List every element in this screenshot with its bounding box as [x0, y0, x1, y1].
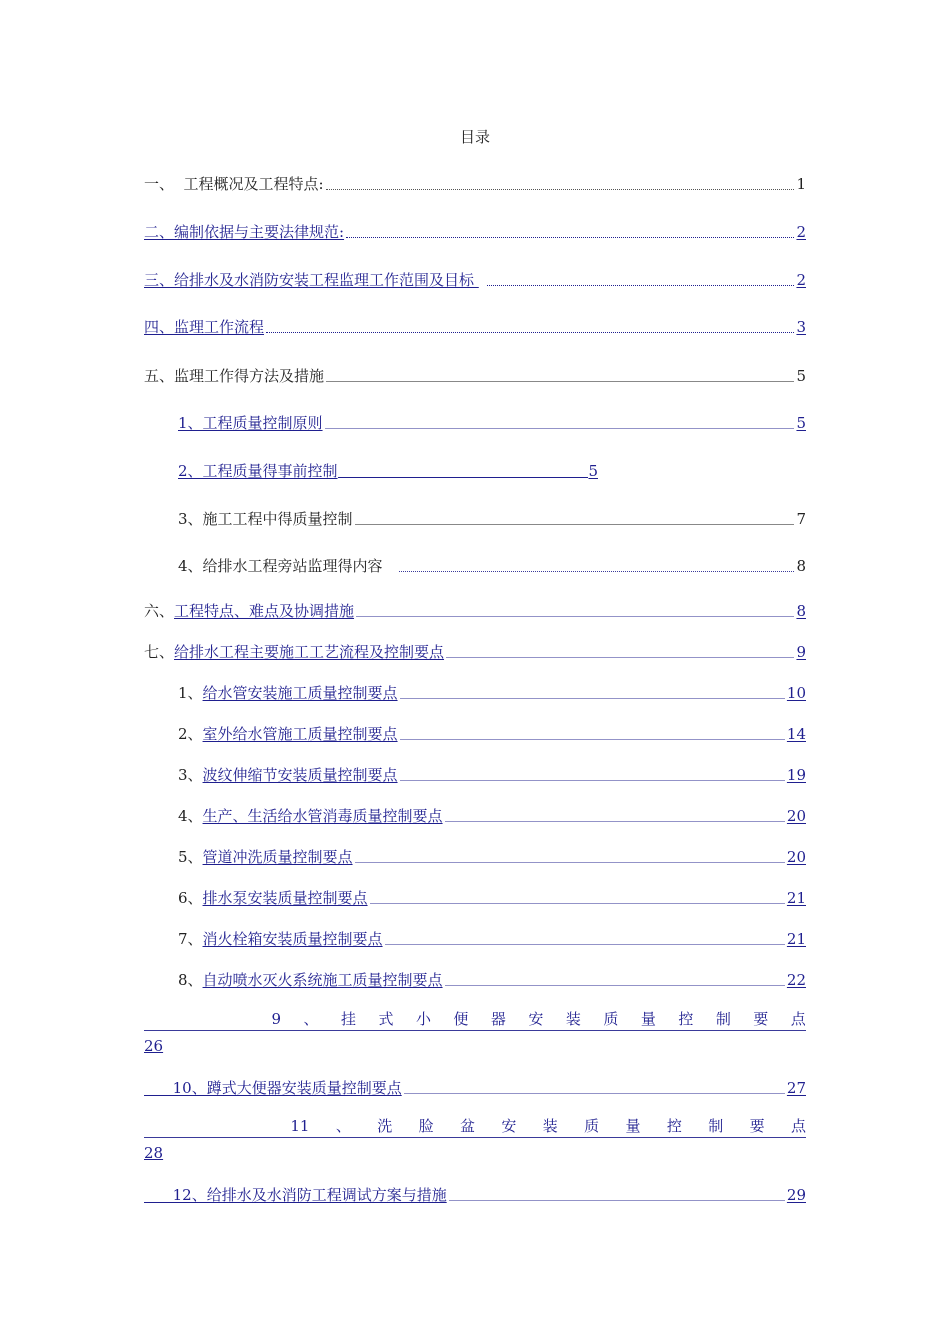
- toc-entry-7-2[interactable]: [144, 722, 806, 744]
- toc-page: 20: [786, 807, 806, 825]
- toc-label: 管道冲洗质量控制要点: [202, 848, 353, 866]
- toc-label: 2、工程质量得事前控制: [178, 462, 338, 480]
- toc-label-justified: [144, 1010, 806, 1031]
- toc-page: 5: [796, 367, 806, 385]
- toc-link[interactable]: [174, 602, 806, 621]
- toc-char: 要: [749, 1117, 765, 1135]
- toc-page: 14: [786, 725, 806, 743]
- toc-prefix: 六、: [144, 602, 175, 620]
- toc-char: 装: [542, 1117, 558, 1135]
- toc-label: 12、给排水及水消防工程调试方案与措施: [144, 1186, 447, 1204]
- toc-entry-7-4[interactable]: [144, 804, 806, 826]
- toc-leader: [144, 1010, 249, 1028]
- toc-page: 5: [588, 462, 598, 480]
- toc-page: 22: [786, 971, 806, 989]
- toc-char: 盆: [459, 1117, 475, 1135]
- toc-link[interactable]: [203, 848, 806, 867]
- toc-leader: [445, 821, 785, 822]
- toc-leader: [385, 944, 785, 945]
- toc-label: 排水泵安装质量控制要点: [202, 889, 368, 907]
- toc-leader: [355, 524, 795, 525]
- toc-char: 控: [678, 1010, 694, 1028]
- toc-char: 要: [753, 1010, 769, 1028]
- toc-page: 8: [796, 557, 806, 575]
- toc-char: 9: [271, 1010, 282, 1028]
- toc-char: 量: [640, 1010, 656, 1028]
- toc-page: 19: [786, 766, 806, 784]
- toc-leader: [338, 477, 589, 478]
- toc-leader: [400, 780, 785, 781]
- toc-leader: [355, 862, 785, 863]
- toc-label: 消火栓箱安装质量控制要点: [202, 930, 383, 948]
- toc-prefix: 1、: [178, 684, 203, 702]
- toc-entry-7-11[interactable]: [144, 1117, 806, 1162]
- toc-page: 2: [796, 223, 806, 241]
- toc-entry-7-10[interactable]: [144, 1076, 806, 1098]
- toc-label: 给水管安装施工质量控制要点: [202, 684, 398, 702]
- toc-char: 控: [666, 1117, 682, 1135]
- toc-leader: [399, 571, 795, 572]
- toc-char: 安: [501, 1117, 517, 1135]
- toc-entry-3[interactable]: [144, 268, 806, 290]
- toc-page: 1: [796, 175, 806, 193]
- toc-char: 、: [303, 1010, 319, 1028]
- toc-label: 三、给排水及水消防安装工程监理工作范围及目标: [144, 271, 479, 289]
- toc-leader: [400, 698, 785, 699]
- toc-leader: [370, 903, 785, 904]
- toc-page: 27: [786, 1079, 806, 1097]
- toc-char: 安: [528, 1010, 544, 1028]
- toc-label: 五、监理工作得方法及措施: [144, 367, 325, 385]
- toc-leader: [404, 1093, 785, 1094]
- toc-label: 工程特点、难点及协调措施: [174, 602, 355, 620]
- toc-page: 10: [786, 684, 806, 702]
- toc-label: 室外给水管施工质量控制要点: [202, 725, 398, 743]
- toc-leader: [326, 189, 795, 190]
- toc-char: 点: [790, 1010, 806, 1028]
- toc-page: 2: [796, 271, 806, 289]
- toc-entry-5-2[interactable]: [144, 459, 598, 481]
- toc-prefix: 七、: [144, 643, 175, 661]
- toc-entry-5-3[interactable]: [144, 507, 806, 529]
- toc-char: 制: [715, 1010, 731, 1028]
- toc-leader: [449, 1200, 785, 1201]
- toc-leader: [325, 428, 795, 429]
- toc-prefix: 7、: [178, 930, 203, 948]
- toc-char: 洗: [377, 1117, 393, 1135]
- toc-label: 一、 工程概况及工程特点:: [144, 175, 324, 193]
- toc-page: 8: [796, 602, 806, 620]
- toc-link[interactable]: [203, 930, 806, 949]
- toc-char: 小: [415, 1010, 431, 1028]
- toc-char: 11: [290, 1117, 310, 1135]
- toc-leader: [400, 739, 785, 740]
- toc-char: 便: [453, 1010, 469, 1028]
- toc-page: 7: [796, 510, 806, 528]
- toc-prefix: 5、: [178, 848, 203, 866]
- toc-char: 器: [490, 1010, 506, 1028]
- toc-entry-7-3[interactable]: [144, 763, 806, 785]
- toc-leader: [144, 1117, 264, 1135]
- toc-entry-7-5[interactable]: [144, 845, 806, 867]
- toc-entry-7-1[interactable]: [144, 681, 806, 703]
- toc-label: 生产、生活给水管消毒质量控制要点: [202, 807, 443, 825]
- toc-link[interactable]: [203, 807, 806, 826]
- toc-entry-7-8[interactable]: [144, 968, 806, 990]
- toc-page: 28: [144, 1144, 164, 1162]
- toc-entry-1[interactable]: [144, 172, 806, 194]
- toc-label: 10、蹲式大便器安装质量控制要点: [144, 1079, 402, 1097]
- toc-link[interactable]: [203, 725, 806, 744]
- toc-char: 制: [708, 1117, 724, 1135]
- toc-page: 9: [796, 643, 806, 661]
- toc-char: 脸: [418, 1117, 434, 1135]
- toc-label-justified: [144, 1117, 806, 1138]
- toc-label: 给排水工程主要施工工艺流程及控制要点: [174, 643, 445, 661]
- toc-char: 挂: [340, 1010, 356, 1028]
- toc-entry-7[interactable]: [144, 640, 806, 662]
- toc-leader: [446, 657, 794, 658]
- toc-prefix: 8、: [178, 971, 203, 989]
- toc-link[interactable]: [174, 643, 806, 662]
- toc-char: 式: [378, 1010, 394, 1028]
- toc-page: 21: [786, 930, 806, 948]
- page-title: 目录: [459, 128, 490, 146]
- toc-char: 量: [625, 1117, 641, 1135]
- toc-prefix: 6、: [178, 889, 203, 907]
- toc-label: 四、监理工作流程: [144, 318, 265, 336]
- toc-char: 、: [335, 1117, 351, 1135]
- toc-entry-5[interactable]: [144, 364, 806, 386]
- toc-entry-7-12[interactable]: [144, 1183, 806, 1205]
- toc-entry-2[interactable]: [144, 220, 806, 242]
- toc-link[interactable]: [203, 684, 806, 703]
- toc-label: 波纹伸缩节安装质量控制要点: [202, 766, 398, 784]
- toc-leader: [487, 285, 795, 286]
- toc-entry-7-9[interactable]: [144, 1010, 806, 1055]
- toc-page: 3: [796, 318, 806, 336]
- toc-label: 3、施工工程中得质量控制: [178, 510, 353, 528]
- toc-link[interactable]: [203, 766, 806, 785]
- toc-leader: [356, 616, 794, 617]
- toc-entry-7-6[interactable]: [144, 886, 806, 908]
- toc-link[interactable]: [203, 889, 806, 908]
- toc-char: 质: [603, 1010, 619, 1028]
- toc-page: 29: [786, 1186, 806, 1204]
- toc-prefix: 4、: [178, 807, 203, 825]
- toc-entry-4[interactable]: [144, 315, 806, 337]
- toc-label: 1、工程质量控制原则: [178, 414, 323, 432]
- toc-entry-7-7[interactable]: [144, 927, 806, 949]
- toc-entry-5-1[interactable]: [144, 411, 806, 433]
- toc-char: 装: [565, 1010, 581, 1028]
- toc-label: 自动喷水灭火系统施工质量控制要点: [202, 971, 443, 989]
- toc-leader: [445, 985, 785, 986]
- toc-page: 26: [144, 1037, 164, 1055]
- toc-leader: [326, 381, 794, 382]
- toc-label: 4、给排水工程旁站监理得内容: [178, 557, 383, 575]
- toc-prefix: 2、: [178, 725, 203, 743]
- toc-leader: [346, 237, 794, 238]
- toc-char: 点: [790, 1117, 806, 1135]
- toc-page: 21: [786, 889, 806, 907]
- toc-label: 二、编制依据与主要法律规范:: [144, 223, 345, 241]
- toc-page: 5: [796, 414, 806, 432]
- toc-entry-5-4[interactable]: [144, 554, 806, 576]
- toc-page: 20: [786, 848, 806, 866]
- toc-link[interactable]: [203, 971, 806, 990]
- toc-entry-6[interactable]: [144, 599, 806, 621]
- toc-leader: [266, 332, 794, 333]
- toc-char: 质: [584, 1117, 600, 1135]
- toc-prefix: 3、: [178, 766, 203, 784]
